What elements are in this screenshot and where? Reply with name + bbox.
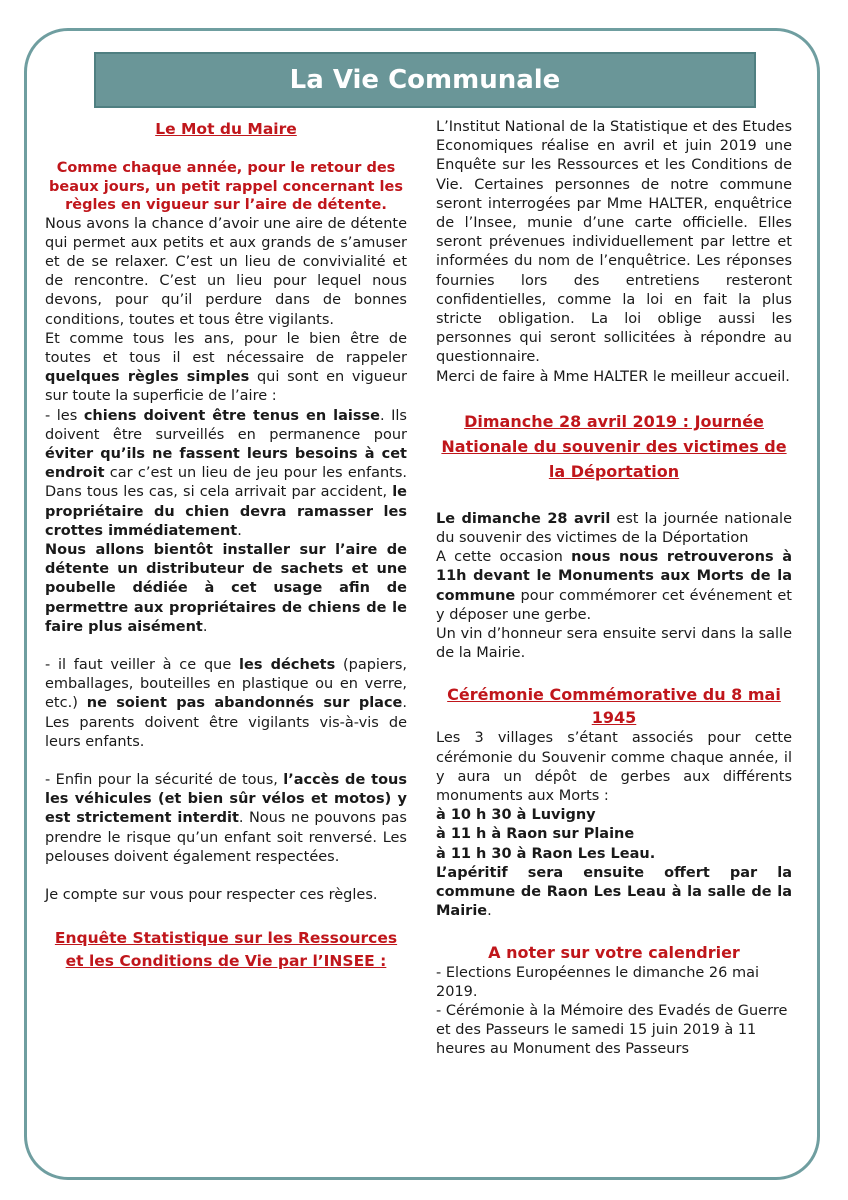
paragraph-closing: Je compte sur vous pour respecter ces règles. [45,887,378,903]
ceremonie-heading: Cérémonie Commémorative du 8 mai 1945 [447,685,781,728]
paragraph: Le dimanche 28 avril est la journée nationale du souvenir des victimes de la Déportation [436,510,792,547]
calendrier-list [436,964,792,1060]
ceremonie-aperitif: L’apéritif sera ensuite offert par la commune de Raon Les Leau à la salle de la Mairie. [436,864,792,920]
list-item: à 10 h 30 à Luvigny [436,807,596,824]
right-column [436,118,792,1060]
ceremonie-times [436,806,792,864]
list-item: à 11 h à Raon sur Plaine [436,826,635,843]
paragraph-dogs: - les chiens doivent être tenus en laisse. Ils doivent être surveillés en permanence pour éviter qu’ils ne fassent leurs besoins à cet endroit car c’est un lieu de jeu pour les enfants. Dans tous les cas, si cela arrivait par accident, le propriétaire du chien devra ramasser les crottes immédiatement. [45,407,407,539]
list-item: - Cérémonie à la Mémoire des Evadés de Guerre et des Passeurs le samedi 15 juin 2019 à 11 heures au Monument des Passeurs [436,1002,788,1058]
enquete-heading: Enquête Statistique sur les Ressources et les Conditions de Vie par l’INSEE : [54,929,398,971]
paragraph: Et comme tous les ans, pour le bien être de toutes et tous il est nécessaire de rappeler quelques règles simples qui sont en vigueur sur toute la superficie de l’aire : [45,330,407,405]
mot-du-maire-intro: Comme chaque année, pour le retour des beaux jours, un petit rappel concernant les règles en vigueur sur l’aire de détente. [49,160,403,213]
paragraph: Un vin d’honneur sera ensuite servi dans la salle de la Mairie. [436,626,792,662]
section-banner [94,52,756,108]
enquete-body: L’Institut National de la Statistique et des Etudes Economiques réalise en avril et juin 2019 une Enquête sur les Ressources et les Conditions de Vie. Certaines personnes de notre commune seront interrogées par Mme HALTER, enquêtrice de l’Insee, munie d’une carte officielle. Elles seront prévenues individuellement par lettre et informées du nom de l’enquêtrice. Les réponses fournies lors des entretiens resteront confidentielles, comme la loi en fait la plus stricte obligation. La loi oblige aussi les personnes qui seront sollicitées à répondre au questionnaire. [436,119,792,366]
paragraph: A cette occasion nous nous retrouverons à 11h devant le Monuments aux Morts de la commune pour commémorer cet événement et y déposer une gerbe. [436,549,793,623]
calendrier-heading: A noter sur votre calendrier [488,942,740,962]
mot-du-maire-heading: Le Mot du Maire [155,120,297,138]
paragraph: Nous avons la chance d’avoir une aire de détente qui permet aux petits et aux grands de s’amuser et de se relaxer. C’est un lieu de convivialité et de rencontre. C’est un lieu pour lequel nous devons, pour qu’il perdure dans de bonnes conditions, toutes et tous être vigilants. [45,215,407,328]
list-item: à 11 h 30 à Raon Les Leau. [436,845,656,862]
paragraph-waste: - il faut veiller à ce que les déchets (papiers, emballages, bouteilles en plastique ou en verre, etc.) ne soient pas abandonnés sur place. Les parents doivent être vigilants vis-à-vis de leurs enfants. [45,656,408,750]
list-item: - Elections Européennes le dimanche 26 mai 2019. [436,964,760,1000]
banner-title: La Vie Communale [289,65,561,95]
paragraph-security: - Enfin pour la sécurité de tous, l’accès de tous les véhicules (et bien sûr vélos et motos) y est strictement interdit. Nous ne pouvons pas prendre le risque qu’un enfant soit renversé. Les pelouses doivent également respectées. [45,771,407,865]
paragraph-install: Nous allons bientôt installer sur l’aire de détente un distributeur de sachets et une poubelle dédiée à cet usage afin de permettre aux propriétaires de chiens de le faire plus aisément. [45,541,407,635]
enquete-thanks: Merci de faire à Mme HALTER le meilleur accueil. [436,368,790,385]
deportation-heading: Dimanche 28 avril 2019 : Journée Nationale du souvenir des victimes de la Déportation [441,411,787,481]
left-column [45,118,407,973]
ceremonie-body: Les 3 villages s’étant associés pour cette cérémonie du Souvenir comme chaque année, il y aura un dépôt de gerbes aux différents monuments aux Morts : [436,730,792,805]
